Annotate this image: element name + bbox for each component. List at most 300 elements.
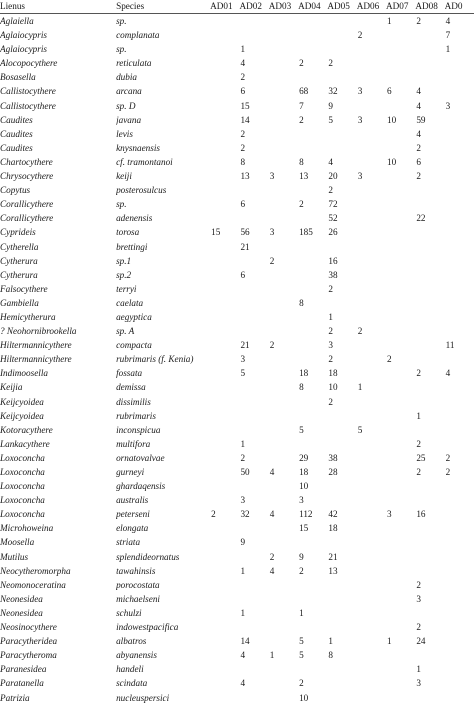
count-cell: 2	[357, 30, 363, 41]
count-cell	[239, 211, 268, 225]
count-cell	[239, 282, 268, 296]
count-cell	[445, 564, 474, 578]
count-cell	[357, 620, 386, 634]
table-row	[0, 493, 474, 507]
count-cell	[210, 84, 239, 98]
count-cell	[269, 437, 298, 451]
table-row	[0, 676, 474, 690]
count-cell: 3	[357, 114, 363, 125]
table-row	[0, 521, 474, 535]
count-cell	[386, 254, 415, 268]
count-cell	[445, 634, 474, 648]
species-cell: dubia	[116, 72, 138, 83]
count-cell	[386, 70, 415, 84]
count-cell	[415, 423, 444, 437]
species-cell: nucleuspersici	[116, 692, 170, 703]
count-cell: 2	[357, 326, 363, 337]
count-cell	[298, 535, 327, 549]
count-cell	[210, 380, 239, 394]
count-cell: 6	[387, 86, 392, 97]
count-cell: 1	[416, 410, 421, 421]
genus-cell: Loxoconcha	[0, 467, 45, 477]
count-cell	[210, 423, 239, 437]
count-cell	[210, 592, 239, 606]
table-row	[0, 296, 474, 310]
count-cell	[386, 423, 415, 437]
count-cell	[269, 521, 298, 535]
count-cell	[327, 127, 356, 141]
count-cell: 185	[299, 227, 313, 238]
count-cell	[445, 155, 474, 169]
table-row	[0, 662, 474, 676]
count-cell: 4	[269, 565, 275, 576]
genus-cell: Corallicythere	[0, 213, 54, 224]
count-cell	[357, 465, 386, 479]
count-cell	[357, 282, 386, 296]
count-cell: 4	[445, 368, 451, 379]
count-cell: 2	[240, 72, 246, 83]
count-cell: 21	[240, 241, 250, 252]
table-row	[0, 99, 474, 113]
count-cell	[239, 423, 268, 437]
table-row	[0, 550, 474, 564]
genus-cell: Aglaiocypris	[0, 30, 47, 41]
count-cell: 24	[416, 636, 426, 647]
count-cell	[357, 99, 386, 113]
genus-cell: Keijcyoidea	[0, 396, 44, 407]
count-cell	[210, 493, 239, 507]
count-cell	[210, 56, 239, 70]
count-cell: 13	[328, 565, 338, 576]
count-cell: 56	[240, 227, 250, 238]
count-cell	[445, 225, 474, 239]
count-cell	[269, 211, 298, 225]
genus-cell: Paranesidea	[0, 664, 47, 675]
count-cell: 38	[328, 452, 338, 463]
count-cell: 2	[328, 58, 333, 69]
count-cell: 16	[328, 255, 338, 266]
count-cell: 5	[299, 424, 304, 435]
count-cell	[239, 310, 268, 324]
count-cell: 4	[328, 156, 333, 167]
count-cell: 72	[328, 199, 338, 210]
count-cell	[298, 324, 327, 338]
count-cell	[327, 691, 356, 705]
count-cell	[415, 28, 444, 42]
genus-cell: Cytherura	[0, 255, 38, 266]
count-cell: 2	[328, 283, 333, 294]
count-cell: 1	[269, 650, 275, 661]
count-cell	[210, 535, 239, 549]
count-cell	[357, 225, 386, 239]
count-cell: 2	[416, 622, 421, 633]
count-cell	[357, 648, 386, 662]
count-cell	[269, 592, 298, 606]
count-cell: 38	[328, 269, 338, 280]
count-cell	[386, 662, 415, 676]
count-cell	[210, 282, 239, 296]
table-row	[0, 127, 474, 141]
count-cell	[210, 648, 239, 662]
count-cell: 32	[240, 509, 250, 520]
count-cell	[415, 338, 444, 352]
count-cell	[445, 691, 474, 705]
count-cell	[445, 141, 474, 155]
count-cell: 1	[357, 382, 363, 393]
count-cell: 1	[299, 607, 304, 618]
genus-cell: Falsocythere	[0, 283, 48, 294]
count-cell	[239, 592, 268, 606]
count-cell	[269, 479, 298, 493]
genus-cell: Aglaiocypris	[0, 44, 47, 55]
table-row	[0, 324, 474, 338]
count-cell: 3	[269, 227, 275, 238]
table-row	[0, 564, 474, 578]
count-cell	[239, 324, 268, 338]
count-cell	[210, 395, 239, 409]
count-cell: 6	[240, 86, 246, 97]
table-row	[0, 240, 474, 254]
count-cell	[210, 338, 239, 352]
species-cell: gurneyi	[116, 467, 145, 477]
count-cell	[445, 409, 474, 423]
count-cell: 2	[299, 114, 304, 125]
count-cell: 3	[416, 678, 421, 689]
count-cell	[239, 296, 268, 310]
count-cell	[415, 380, 444, 394]
count-cell	[445, 479, 474, 493]
species-cell: brettingi	[116, 241, 148, 252]
genus-cell: Mutilus	[0, 551, 29, 562]
count-cell	[298, 70, 327, 84]
count-cell	[386, 282, 415, 296]
count-cell	[298, 395, 327, 409]
species-cell: ghardaqensis	[116, 481, 166, 492]
species-cell: australis	[116, 495, 149, 506]
count-cell: 4	[240, 650, 246, 661]
count-cell	[415, 296, 444, 310]
species-cell: peterseni	[116, 509, 150, 520]
count-cell: 1	[240, 565, 246, 576]
count-cell	[386, 240, 415, 254]
count-cell	[386, 676, 415, 690]
count-cell	[210, 42, 239, 56]
count-cell	[210, 99, 239, 113]
count-cell: 4	[269, 509, 275, 520]
table-row	[0, 507, 474, 521]
count-cell	[415, 564, 444, 578]
genus-cell: Keijia	[0, 382, 23, 393]
count-cell	[386, 380, 415, 394]
count-cell: 2	[328, 326, 333, 337]
count-cell	[298, 662, 327, 676]
count-cell	[386, 225, 415, 239]
count-cell	[298, 14, 327, 29]
count-cell	[327, 535, 356, 549]
count-cell: 2	[416, 142, 421, 153]
table-row	[0, 648, 474, 662]
genus-cell: Moosella	[0, 537, 35, 548]
count-cell	[357, 507, 386, 521]
count-cell	[298, 183, 327, 197]
count-cell: 5	[299, 636, 304, 647]
count-cell	[210, 521, 239, 535]
table-row	[0, 338, 474, 352]
count-cell: 3	[269, 171, 275, 182]
count-cell	[210, 691, 239, 705]
count-cell	[357, 42, 386, 56]
table-row	[0, 155, 474, 169]
count-cell	[239, 550, 268, 564]
count-cell: 2	[416, 368, 421, 379]
species-cell: indowestpacifica	[116, 622, 179, 633]
count-cell	[445, 423, 474, 437]
count-cell	[298, 352, 327, 366]
count-cell	[269, 380, 298, 394]
count-cell	[357, 352, 386, 366]
species-cell: splendideornatus	[116, 551, 180, 562]
count-cell: 1	[328, 636, 333, 647]
count-cell	[415, 395, 444, 409]
count-cell	[269, 14, 298, 29]
count-cell	[415, 479, 444, 493]
genus-cell: Microhoweina	[0, 523, 54, 534]
count-cell: 4	[240, 678, 246, 689]
count-cell	[357, 437, 386, 451]
count-cell	[269, 183, 298, 197]
count-cell	[298, 592, 327, 606]
count-cell	[210, 662, 239, 676]
count-cell	[386, 99, 415, 113]
count-cell	[445, 676, 474, 690]
count-cell	[386, 296, 415, 310]
count-cell: 21	[240, 340, 250, 351]
species-cell: ornatovalvae	[116, 452, 165, 463]
count-cell	[210, 409, 239, 423]
table-row	[0, 479, 474, 493]
species-cell: dissimilis	[116, 396, 151, 407]
count-cell	[239, 395, 268, 409]
count-cell: 9	[240, 537, 246, 548]
species-cell: sp.	[116, 44, 127, 55]
count-cell: 8	[299, 156, 304, 167]
count-cell	[239, 254, 268, 268]
count-cell	[269, 634, 298, 648]
count-cell	[210, 578, 239, 592]
species-cell: levis	[116, 128, 133, 139]
count-cell	[386, 338, 415, 352]
count-cell: 3	[445, 100, 451, 111]
count-cell	[445, 535, 474, 549]
count-cell: 3	[416, 593, 421, 604]
count-cell: 15	[211, 227, 221, 238]
count-cell: 14	[240, 636, 250, 647]
count-cell: 1	[387, 636, 392, 647]
genus-cell: Keijcyoidea	[0, 410, 44, 421]
count-cell	[210, 676, 239, 690]
count-cell: 8	[299, 382, 304, 393]
count-cell: 18	[328, 368, 338, 379]
count-cell	[445, 56, 474, 70]
count-cell	[357, 338, 386, 352]
count-cell	[210, 296, 239, 310]
count-cell: 2	[299, 58, 304, 69]
count-cell	[415, 493, 444, 507]
species-cell: knysnaensis	[116, 142, 160, 153]
species-cell: complanata	[116, 30, 160, 41]
species-cell: fossata	[116, 368, 143, 379]
count-cell	[357, 564, 386, 578]
count-cell	[415, 42, 444, 56]
count-cell	[445, 254, 474, 268]
table-row	[0, 84, 474, 98]
count-cell: 50	[240, 467, 250, 477]
species-cell: demissa	[116, 382, 146, 393]
count-cell	[210, 169, 239, 183]
count-cell	[445, 197, 474, 211]
table-row	[0, 113, 474, 127]
genus-cell: ? Neohornibrookella	[0, 326, 77, 337]
count-cell	[415, 254, 444, 268]
count-cell	[357, 395, 386, 409]
header-ad07: AD07	[386, 0, 415, 14]
table-row	[0, 310, 474, 324]
table-row	[0, 634, 474, 648]
genus-cell: Neosinocythere	[0, 622, 57, 633]
genus-cell: Caudites	[0, 114, 33, 125]
count-cell	[357, 662, 386, 676]
count-cell	[239, 521, 268, 535]
table-row	[0, 620, 474, 634]
species-cell: sp.	[116, 16, 127, 26]
species-cell: rubrimaris (f. Kenia)	[116, 354, 194, 365]
count-cell	[445, 310, 474, 324]
count-cell	[415, 310, 444, 324]
species-cell: sp. D	[116, 100, 136, 111]
count-cell: 2	[240, 142, 246, 153]
count-cell	[357, 592, 386, 606]
table-row	[0, 70, 474, 84]
count-cell	[210, 28, 239, 42]
count-cell	[269, 395, 298, 409]
count-cell	[269, 268, 298, 282]
count-cell	[269, 620, 298, 634]
genus-cell: Patrizia	[0, 692, 30, 703]
count-cell	[210, 564, 239, 578]
count-cell	[445, 324, 474, 338]
table-row	[0, 254, 474, 268]
count-cell	[386, 197, 415, 211]
count-cell	[210, 14, 239, 29]
count-cell	[210, 634, 239, 648]
count-cell	[210, 141, 239, 155]
count-cell	[269, 127, 298, 141]
count-cell	[269, 324, 298, 338]
table-row	[0, 465, 474, 479]
genus-cell: Callistocythere	[0, 100, 56, 111]
count-cell	[357, 521, 386, 535]
count-cell	[445, 211, 474, 225]
count-cell	[210, 211, 239, 225]
count-cell	[445, 578, 474, 592]
table-row	[0, 352, 474, 366]
count-cell	[386, 395, 415, 409]
count-cell: 2	[445, 467, 451, 477]
species-cell: schulzi	[116, 607, 142, 618]
count-cell	[386, 465, 415, 479]
header-ad04: AD04	[298, 0, 327, 14]
count-cell	[357, 70, 386, 84]
count-cell: 6	[416, 156, 421, 167]
count-cell	[269, 99, 298, 113]
count-cell	[298, 338, 327, 352]
genus-cell: Caudites	[0, 128, 33, 139]
count-cell	[210, 183, 239, 197]
count-cell: 1	[240, 607, 246, 618]
count-cell: 21	[328, 551, 338, 562]
count-cell	[210, 310, 239, 324]
count-cell	[269, 70, 298, 84]
genus-cell: Loxoconcha	[0, 481, 45, 492]
count-cell	[357, 676, 386, 690]
count-cell	[298, 310, 327, 324]
count-cell: 4	[269, 467, 275, 477]
count-cell: 2	[269, 340, 275, 351]
count-cell	[386, 479, 415, 493]
count-cell	[357, 183, 386, 197]
count-cell	[298, 409, 327, 423]
count-cell	[239, 691, 268, 705]
genus-cell: Hiltermannicythere	[0, 340, 72, 351]
count-cell	[269, 28, 298, 42]
count-cell	[357, 550, 386, 564]
count-cell: 18	[328, 523, 338, 534]
species-cell: scindata	[116, 678, 148, 689]
count-cell	[269, 366, 298, 380]
species-cell: aegyptica	[116, 311, 152, 322]
count-cell	[445, 113, 474, 127]
count-cell	[357, 155, 386, 169]
count-cell	[445, 620, 474, 634]
count-cell	[415, 691, 444, 705]
genus-cell: Alocopocythere	[0, 58, 58, 69]
count-cell: 2	[416, 16, 421, 26]
count-cell	[269, 535, 298, 549]
count-cell: 68	[299, 86, 309, 97]
table-row	[0, 141, 474, 155]
count-cell	[239, 479, 268, 493]
count-cell	[327, 662, 356, 676]
genus-cell: Caudites	[0, 142, 33, 153]
count-cell: 42	[328, 509, 338, 520]
count-cell	[357, 254, 386, 268]
count-cell	[239, 578, 268, 592]
count-cell: 1	[328, 311, 333, 322]
count-cell	[269, 113, 298, 127]
count-cell	[210, 268, 239, 282]
count-cell	[269, 141, 298, 155]
count-cell: 9	[299, 551, 304, 562]
count-cell	[327, 28, 356, 42]
count-cell	[415, 240, 444, 254]
count-cell	[445, 84, 474, 98]
count-cell	[357, 691, 386, 705]
header-species: Species	[116, 0, 210, 14]
count-cell: 22	[416, 213, 426, 224]
count-cell	[386, 648, 415, 662]
genus-cell: Neonesidea	[0, 593, 43, 604]
count-cell: 2	[328, 396, 333, 407]
